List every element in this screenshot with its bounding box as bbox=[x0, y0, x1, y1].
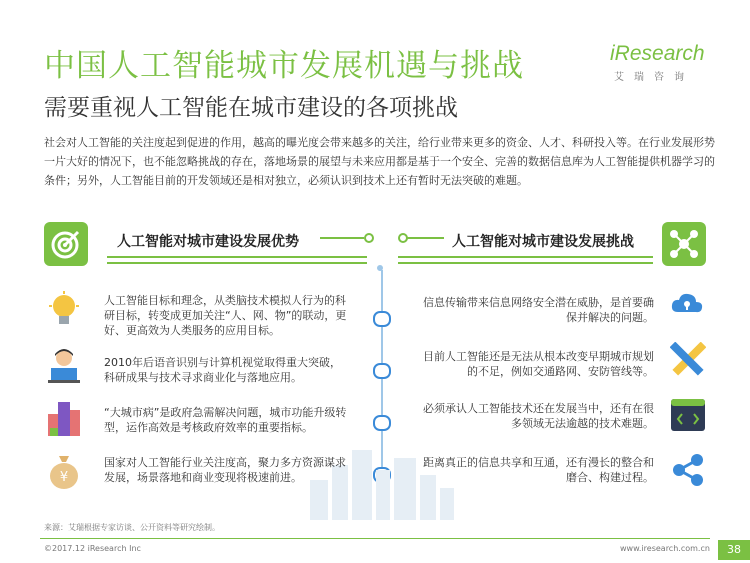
timeline-node bbox=[373, 311, 391, 327]
target-icon bbox=[44, 222, 88, 266]
copyright: ©2017.12 iResearch Inc bbox=[44, 544, 141, 553]
cloud-lock-icon bbox=[670, 290, 704, 324]
page-number: 38 bbox=[718, 540, 750, 560]
svg-text:¥: ¥ bbox=[59, 470, 69, 485]
timeline-dot bbox=[377, 265, 383, 271]
advantage-item: 人工智能目标和理念，从类脑技术模拟人行为的科研目标，转变成更加关注“人、网、物”的联动，更好、更高效为人类服务的应用目标。 bbox=[104, 294, 347, 337]
advantage-item: 国家对人工智能行业关注度高，聚力多方资源谋求发展，场景落地和商业变现将极速前进。 bbox=[104, 456, 346, 484]
divider-dot bbox=[364, 233, 374, 243]
divider bbox=[320, 237, 364, 239]
lightbulb-icon bbox=[46, 290, 82, 334]
footer-divider bbox=[40, 538, 710, 539]
website-link[interactable]: www.iresearch.com.cn bbox=[620, 544, 710, 553]
iresearch-logo bbox=[610, 42, 710, 83]
share-icon bbox=[670, 452, 706, 492]
logo-text: iResearch bbox=[610, 42, 705, 65]
timeline-node bbox=[373, 415, 391, 431]
money-bag-icon bbox=[46, 450, 82, 494]
code-window-icon bbox=[670, 398, 706, 436]
divider bbox=[107, 256, 367, 258]
page-title: 中国人工智能城市发展机遇与挑战 bbox=[44, 48, 524, 84]
challenge-item: 目前人工智能还是无法从根本改变早期城市规划的不足，例如交通路网、安防管线等。 bbox=[423, 350, 654, 378]
source-note: 来源：艾瑞根据专家访谈、公开资料等研究绘制。 bbox=[44, 523, 220, 532]
ruler-pencil-icon bbox=[670, 342, 706, 382]
challenges-heading: 人工智能对城市建设发展挑战 bbox=[452, 234, 634, 250]
person-at-computer-icon bbox=[45, 346, 83, 388]
logo-cn: 艾瑞咨询 bbox=[614, 72, 694, 83]
divider bbox=[107, 262, 367, 264]
divider bbox=[398, 256, 653, 258]
page-subtitle: 需要重视人工智能在城市建设的各项挑战 bbox=[44, 95, 458, 121]
challenge-item: 信息传输带来信息网络安全潜在威胁，是首要确保并解决的问题。 bbox=[423, 296, 654, 324]
challenge-item: 距离真正的信息共享和互通，还有漫长的整合和磨合、构建过程。 bbox=[423, 456, 654, 484]
divider bbox=[398, 262, 653, 264]
advantage-item: 2010年后语音识别与计算机视觉取得重大突破，科研成果与技术寻求商业化与落地应用。 bbox=[104, 356, 341, 384]
divider bbox=[406, 237, 444, 239]
intro-paragraph: 社会对人工智能的关注度起到促进的作用，越高的曝光度会带来越多的关注，给行业带来更多的资金、人才、科研投入等。在行业发展形势一片大好的情况下，也不能忽略挑战的存在，落地场景的展望与未来应用都是基于一个安全、完善的数据信息库为人工智能提供机器学习的条件；另外，人工智能目前的开发领域还是相对独立，必须认识到技术上还有暂时无法突破的难题。 bbox=[44, 136, 715, 187]
challenge-item: 必须承认人工智能技术还在发展当中，还有在很多领域无法逾越的技术难题。 bbox=[423, 402, 654, 430]
timeline-node bbox=[373, 363, 391, 379]
advantages-heading: 人工智能对城市建设发展优势 bbox=[117, 234, 299, 250]
advantage-item: “大城市病”是政府急需解决问题，城市功能升级转型，运作高效是考核政府效率的重要指标。 bbox=[104, 406, 347, 434]
city-buildings-icon bbox=[46, 398, 82, 440]
network-icon bbox=[662, 222, 706, 266]
